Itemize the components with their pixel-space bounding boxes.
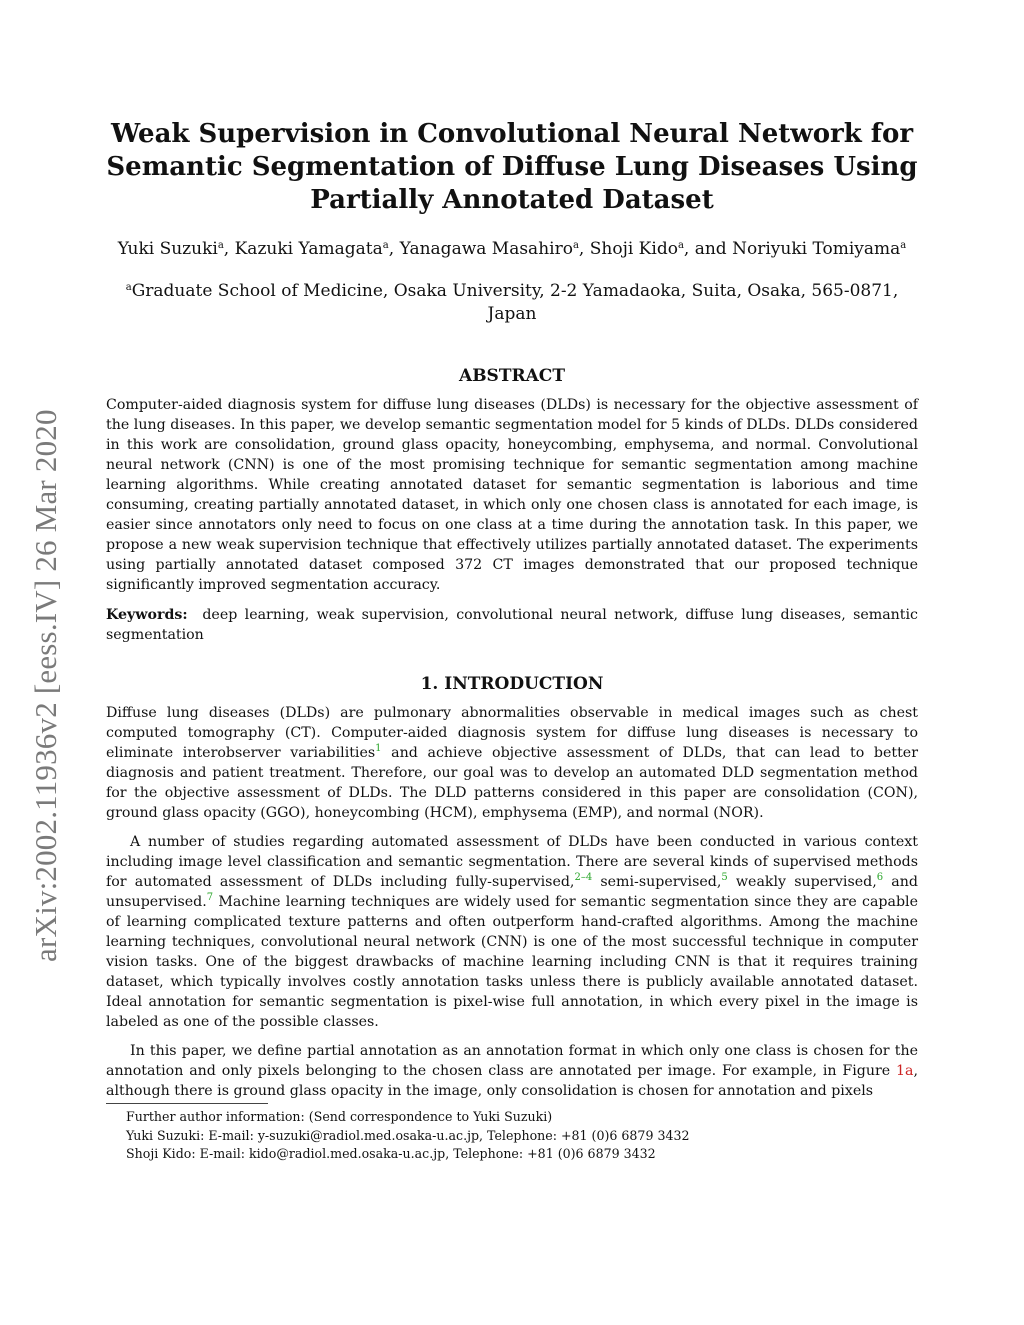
- title-line: Partially Annotated Dataset: [310, 185, 714, 215]
- citation-link[interactable]: 6: [876, 872, 884, 883]
- paragraph-text: weakly supervised,: [727, 874, 877, 890]
- abstract-body: [106, 395, 918, 595]
- author-separator: ,: [388, 239, 400, 259]
- affiliation-mark: a: [677, 240, 684, 251]
- footnote-divider: [106, 1103, 268, 1104]
- author-name: Yuki Suzuki: [117, 239, 218, 259]
- author-separator: , and: [683, 239, 733, 259]
- paragraph-text: In this paper, we define partial annotation as an annotation format in which only one class is chosen for the annotation and only pixels belonging to the chosen class are annotated per image. For example, in Figure: [106, 1043, 918, 1079]
- citation-link[interactable]: 7: [206, 892, 214, 903]
- introduction-heading: 1. INTRODUCTION: [420, 674, 604, 694]
- affiliation-mark: a: [900, 240, 907, 251]
- author-list: [106, 238, 918, 260]
- paragraph: [106, 703, 918, 823]
- title-line: Semantic Segmentation of Diffuse Lung Diseases Using: [106, 152, 918, 182]
- footnote-line: Shoji Kido: E-mail: kido@radiol.med.osaka-u.ac.jp, Telephone: +81 (0)6 6879 3432: [126, 1146, 656, 1161]
- paragraph-text: Machine learning techniques are widely used for semantic segmentation since they are capable of learning complicated texture patterns and often outperform hand-crafted algorithms. Among the machine learning techniques, convolutional neural network (CNN) is one of the most successful technique in computer vision tasks. One of the biggest drawbacks of machine learning including CNN is that it requires training dataset, which typically involves costly annotation tasks unless there is publicly available annotated dataset. Ideal annotation for semantic segmentation is pixel-wise full annotation, in which every pixel in the image is labeled as one of the possible classes.: [106, 894, 918, 1030]
- affiliation-text: Graduate School of Medicine, Osaka University, 2-2 Yamadaoka, Suita, Osaka, 565-0871,: [131, 281, 899, 301]
- abstract-heading: ABSTRACT: [459, 366, 565, 386]
- author-name: Yanagawa Masahiro: [399, 239, 573, 259]
- paragraph-text: A number of studies regarding automated assessment of DLDs have been conducted in various context including image level classification and semantic segmentation. There are several kinds of supervised methods for automated assessment of DLDs including fully-supervised,: [106, 834, 918, 890]
- keywords-label: Keywords:: [106, 607, 188, 623]
- author-separator: ,: [223, 239, 235, 259]
- paragraph-text: Diffuse lung diseases (DLDs) are pulmonary abnormalities observable in medical images such as chest computed tomography (CT). Computer-aided diagnosis system for diffuse lung diseases is necessary to eliminate interobserver variabilities: [106, 705, 918, 761]
- affiliation-mark: a: [382, 240, 389, 251]
- arxiv-identifier: arXiv:2002.11936v2 [eess.IV] 26 Mar 2020: [28, 409, 63, 962]
- footnote-line: Further author information: (Send correspondence to Yuki Suzuki): [126, 1109, 553, 1124]
- title-line: Weak Supervision in Convolutional Neural Network for: [110, 119, 914, 149]
- footnote-line: Yuki Suzuki: E-mail: y-suzuki@radiol.med.osaka-u.ac.jp, Telephone: +81 (0)6 6879 3432: [126, 1127, 690, 1143]
- paragraph-text: and unsupervised.: [106, 874, 918, 910]
- paragraph: [106, 1041, 918, 1101]
- author-name: Shoji Kido: [589, 239, 678, 259]
- author-name: Noriyuki Tomiyama: [732, 239, 901, 259]
- affiliation-mark: a: [217, 240, 224, 251]
- introduction-body: [106, 703, 918, 1101]
- author-name: Kazuki Yamagata: [234, 239, 383, 259]
- citation-link[interactable]: 5: [721, 872, 728, 883]
- figure-link[interactable]: 1a: [895, 1063, 914, 1079]
- paragraph: [106, 832, 918, 1032]
- paper-title: [106, 118, 918, 217]
- affiliation-mark: a: [125, 282, 132, 293]
- keywords-text: deep learning, weak supervision, convolutional neural network, diffuse lung diseases, semantic segmentation: [106, 607, 918, 643]
- citation-link[interactable]: 2–4: [574, 872, 593, 883]
- affiliation-text: Japan: [487, 304, 537, 324]
- footnotes: [126, 1108, 926, 1164]
- affiliation: [106, 280, 918, 326]
- author-separator: ,: [578, 239, 590, 259]
- paragraph-text: and achieve objective assessment of DLDs, that can lead to better diagnosis and patient treatment. Therefore, our goal was to develop an automated DLD segmentation method for the objective assessment of DLDs. The DLD patterns considered in this paper are consolidation (CON), ground glass opacity (GGO), honeycombing (HCM), emphysema (EMP), and normal (NOR).: [106, 745, 918, 821]
- paragraph-text: semi-supervised,: [592, 874, 722, 890]
- keywords: [106, 605, 918, 645]
- affiliation-mark: a: [572, 240, 579, 251]
- paragraph-text: , although there is ground glass opacity in the image, only consolidation is chosen for annotation and pixels: [106, 1063, 918, 1099]
- citation-link[interactable]: 1: [375, 743, 382, 754]
- abstract-text: Computer-aided diagnosis system for diffuse lung diseases (DLDs) is necessary for the objective assessment of the lung diseases. In this paper, we develop semantic segmentation model for 5 kinds of DLDs. DLDs considered in this work are consolidation, ground glass opacity, honeycombing, emphysema, and normal. Convolutional neural network (CNN) is one of the most promising technique for semantic segmentation among machine learning algorithms. While creating annotated dataset for semantic segmentation is laborious and time consuming, creating partially annotated dataset, in which only one chosen class is annotated for each image, is easier since annotators only need to focus on one class at a time during the annotation task. In this paper, we propose a new weak supervision technique that effectively utilizes partially annotated dataset. The experiments using partially annotated dataset composed 372 CT images demonstrated that our proposed technique significantly improved segmentation accuracy.: [106, 397, 918, 593]
